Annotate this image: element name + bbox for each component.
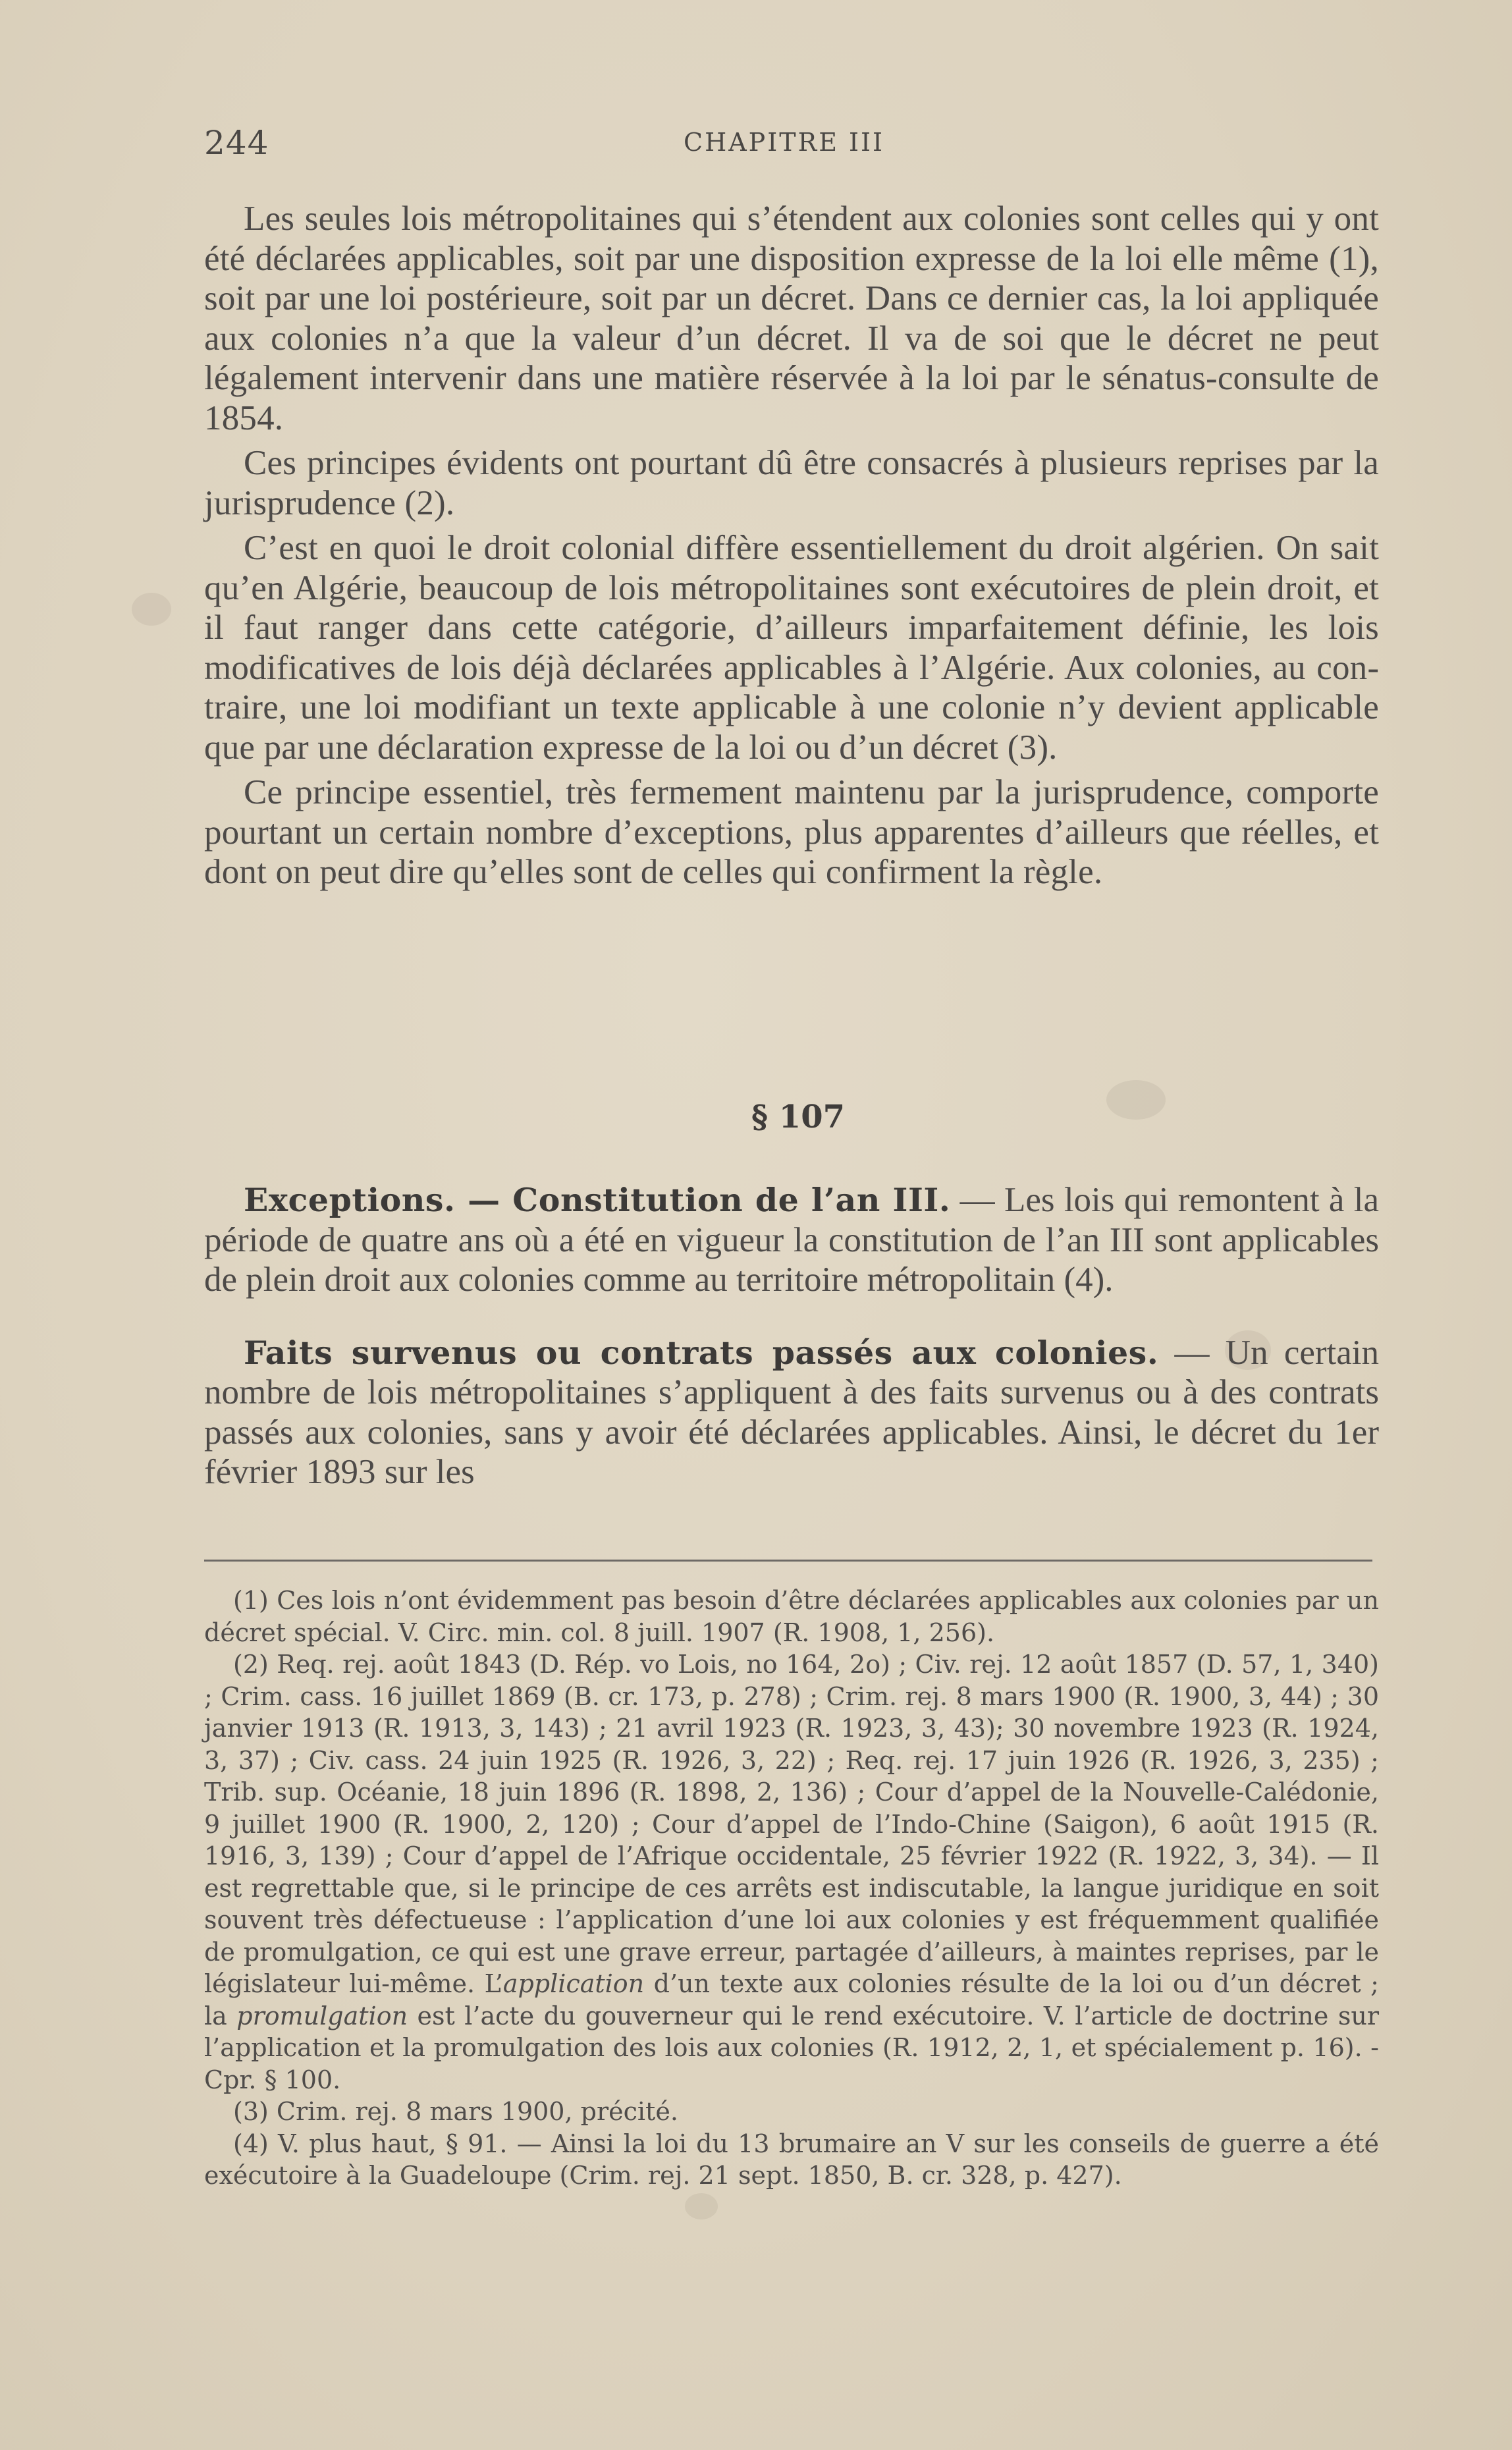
footnotes <box>204 1585 1379 2192</box>
paper-stain <box>685 2193 718 2219</box>
paragraph <box>204 1333 1379 1492</box>
footnote: (1) Ces lois n’ont évidemment pas besoin d’être déclarées applicables aux colonies par un décret spécial. V. Circ. min. col. 8 juill. 1907 (R. 1908, 1, 256). <box>204 1586 1379 1647</box>
run-in-heading: Exceptions. — Constitution de l’an III. <box>244 1181 951 1219</box>
section-body <box>204 1180 1379 1525</box>
footnote-text: (2) Req. rej. août 1843 (D. Rép. vo Lois, no 164, 2o) ; Civ. rej. 12 août 1857 (D. 57, 1, 340) ; Crim. cass. 16 juillet 1869 (B. cr. 173, p. 278) ; Crim. rej. 8 mars 1900 (R. 1900, 3, 44) ; 30 janvier 1913 (R. 1913, 3, 143) ; 21 avril 1923 (R. 1923, 3, 43); 30 novembre 1923 (R. 1924, 3, 37) ; Civ. cass. 24 juin 1925 (R. 1926, 3, 22) ; Req. rej. 17 juin 1926 (R. 1926, 3, 235) ; Trib. sup. Océanie, 18 juin 1896 (R. 1898, 2, 136) ; Cour d’appel de la Nouvelle-Calédonie, 9 juillet 1900 (R. 1900, 2, 120) ; Cour d’appel de l’Indo-Chine (Saigon), 6 août 1915 (R. 1916, 3, 139) ; Cour d’appel de l’Afrique occidentale, 25 février 1922 (R. 1922, 3, 34). — Il est regrettable que, si le principe de ces arrêts est indiscutable, la langue juridique en soit souvent très défectueuse : l’application d’une loi aux colonies y est fréquemment qualifiée de promulgation, ce qui est une grave erreur, partagée d’ailleurs, à maintes reprises, par le législateur lui-même. L’ <box>204 1650 1379 1998</box>
footnote-text: est l’acte du gouverneur qui le rend exécutoire. V. l’article de doctrine sur l’application et la promulgation des lois aux colonies (R. 1912, 2, 1, et spécialement p. 16). - Cpr. § 100. <box>204 2001 1379 2094</box>
paragraph: Ce principe essentiel, très fermement maintenu par la jurisprudence, comporte pourtant un certain nombre d’exceptions, plus apparentes d’ailleurs que réelles, et dont on peut dire qu’elles sont de celles qui confirment la règle. <box>204 773 1379 891</box>
section-number: § 107 <box>751 1099 845 1135</box>
chapter-title: CHAPITRE III <box>684 128 885 157</box>
paragraph-text: — Les lois qui remontent à la période de quatre ans où a été en vigueur la constitution de l’an III sont applicables de plein droit aux colonies comme au territoire métropolitain (4). <box>204 1181 1379 1299</box>
paragraph: C’est en quoi le droit colonial diffère essentiellement du droit algérien. On sait qu’en Algérie, beaucoup de lois métropolitaines sont exécutoires de plein droit, et il faut ranger dans cette catégorie, d’ailleurs imparfaitement définie, les lois modificatives de lois déjà déclarées applicables à l’Algérie. Aux colonies, au contraire, une loi modifiant un texte applicable à une colonie n’y devient applicable que par une déclaration expresse de la loi ou d’un décret (3). <box>204 529 1379 767</box>
running-head <box>204 124 1379 163</box>
footnote-text: d’un texte aux colonies résulte de la loi ou d’un décret ; la <box>204 1969 1379 2030</box>
paragraph: Les seules lois métropolitaines qui s’étendent aux colonies sont celles qui y ont été déclarées applicables, soit par une disposition expresse de la loi elle même (1), soit par une loi postérieure, soit par un décret. Dans ce dernier cas, la loi appliquée aux colonies n’a que la valeur d’un décret. Il va de soi que le décret ne peut légalement intervenir dans une matière réservée à la loi par le sénatus-consulte de 1854. <box>204 200 1379 437</box>
paragraph <box>204 1180 1379 1300</box>
paper-stain <box>132 593 171 626</box>
paragraph-text: — Un certain nombre de lois métropolitaines s’appliquent à des faits survenus ou à des contrats passés aux colonies, sans y avoir été déclarées applicables. Ainsi, le décret du 1er février 1893 sur les <box>204 1333 1379 1491</box>
paragraph: Ces principes évidents ont pourtant dû être consacrés à plusieurs reprises par la jurisprudence (2). <box>204 444 1379 522</box>
footnote-emphasis: application <box>502 1969 645 1998</box>
footnote-rule <box>204 1560 1372 1562</box>
footnote-emphasis: promulgation <box>236 2001 408 2030</box>
body-text <box>204 199 1379 898</box>
footnote: (4) V. plus haut, § 91. — Ainsi la loi du 13 brumaire an V sur les conseils de guerre a été exécutoire à la Guadeloupe (Crim. rej. 21 sept. 1850, B. cr. 328, p. 427). <box>204 2129 1379 2190</box>
footnote <box>204 1648 1379 2096</box>
footnote: (3) Crim. rej. 8 mars 1900, précité. <box>233 2097 678 2126</box>
run-in-heading: Faits survenus ou contrats passés aux colonies. <box>244 1333 1159 1372</box>
page-number: 244 <box>204 124 269 162</box>
